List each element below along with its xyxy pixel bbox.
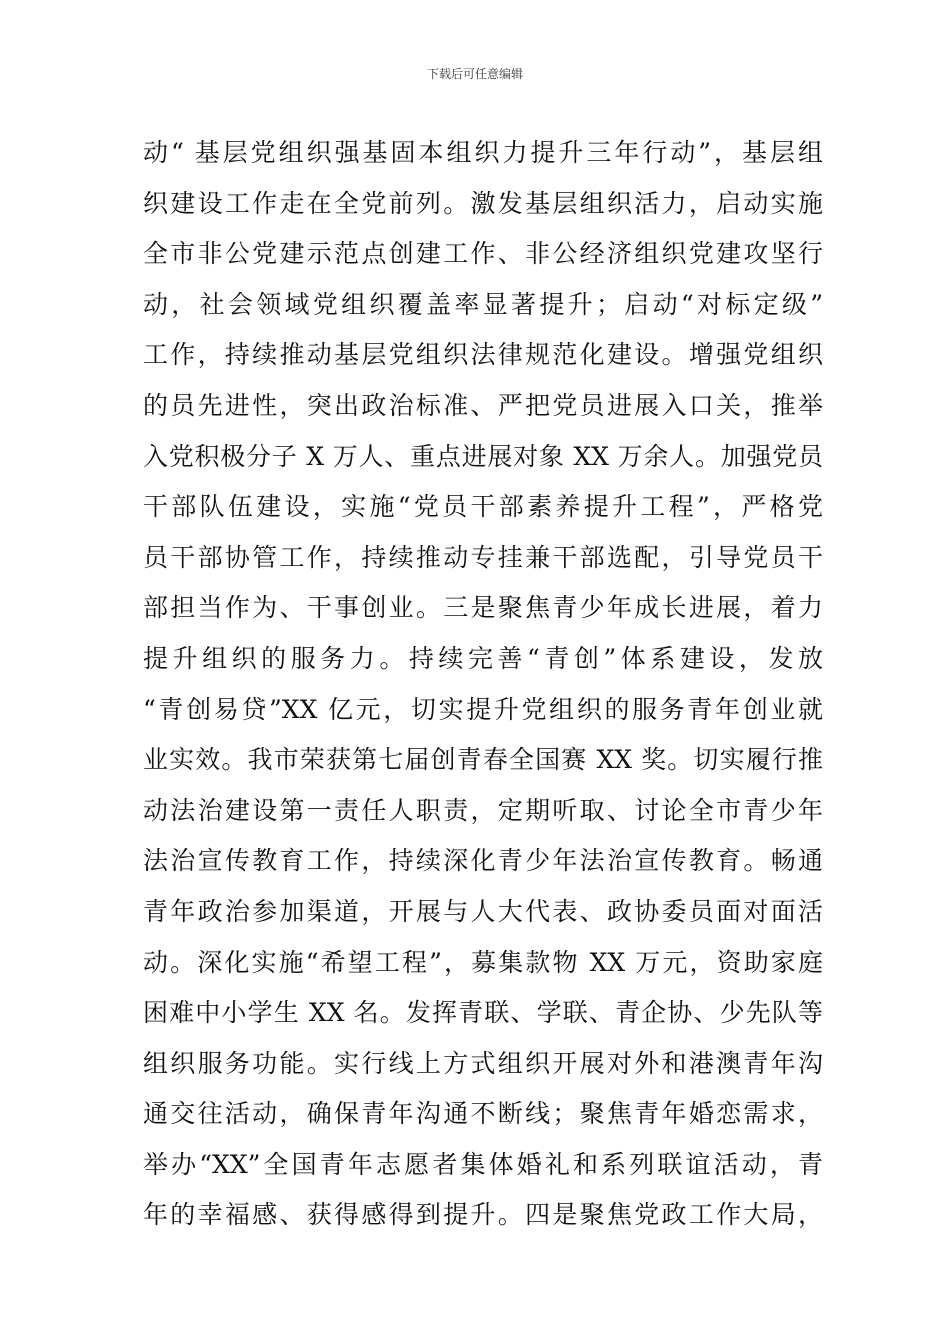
text-line: 提升组织的服务力。持续完善“青创”体系建设，发放 (143, 643, 823, 673)
text-line: 年的幸福感、获得感得到提升。四是聚焦党政工作大局， (143, 1200, 823, 1230)
text-line: 动。深化实施“希望工程”，募集款物 XX 万元，资助家庭 (143, 947, 823, 977)
text-line: 入党积极分子 X 万人、重点进展对象 XX 万余人。加强党员 (143, 441, 823, 471)
text-line: “青创易贷”XX 亿元，切实提升党组织的服务青年创业就 (143, 694, 823, 724)
text-line: 组织服务功能。实行线上方式组织开展对外和港澳青年沟 (143, 1048, 823, 1078)
text-line: 全市非公党建示范点创建工作、非公经济组织党建攻坚行 (143, 239, 823, 269)
page-header: 下载后可任意编辑 (426, 67, 523, 81)
text-line: 动法治建设第一责任人职责，定期听取、讨论全市青少年 (143, 795, 823, 825)
text-line: 青年政治参加渠道，开展与人大代表、政协委员面对面活 (143, 896, 823, 926)
text-line: 动“ 基层党组织强基固本组织力提升三年行动”，基层组 (143, 138, 823, 167)
text-line: 业实效。我市荣获第七届创青春全国赛 XX 奖。切实履行推 (143, 745, 823, 775)
text-line: 举办“XX”全国青年志愿者集体婚礼和系列联谊活动，青 (143, 1149, 823, 1179)
text-line: 工作，持续推动基层党组织法律规范化建设。增强党组织 (143, 340, 823, 370)
text-line: 干部队伍建设，实施“党员干部素养提升工程”，严格党 (143, 492, 823, 522)
text-line: 动，社会领域党组织覆盖率显著提升；启动“对标定级” (143, 289, 823, 319)
text-line: 困难中小学生 XX 名。发挥青联、学联、青企协、少先队等 (143, 998, 823, 1028)
text-line: 的员先进性，突出政治标准、严把党员进展入口关，推举 (143, 390, 823, 420)
text-line: 织建设工作走在全党前列。激发基层组织活力，启动实施 (143, 188, 823, 218)
text-line: 法治宣传教育工作，持续深化青少年法治宣传教育。畅通 (143, 846, 823, 876)
text-line: 部担当作为、干事创业。三是聚焦青少年成长进展，着力 (143, 593, 823, 623)
text-line: 员干部协管工作，持续推动专挂兼干部选配，引导党员干 (143, 542, 823, 572)
body-paragraph (143, 128, 823, 1241)
text-line: 通交往活动，确保青年沟通不断线；聚焦青年婚恋需求， (143, 1099, 823, 1129)
